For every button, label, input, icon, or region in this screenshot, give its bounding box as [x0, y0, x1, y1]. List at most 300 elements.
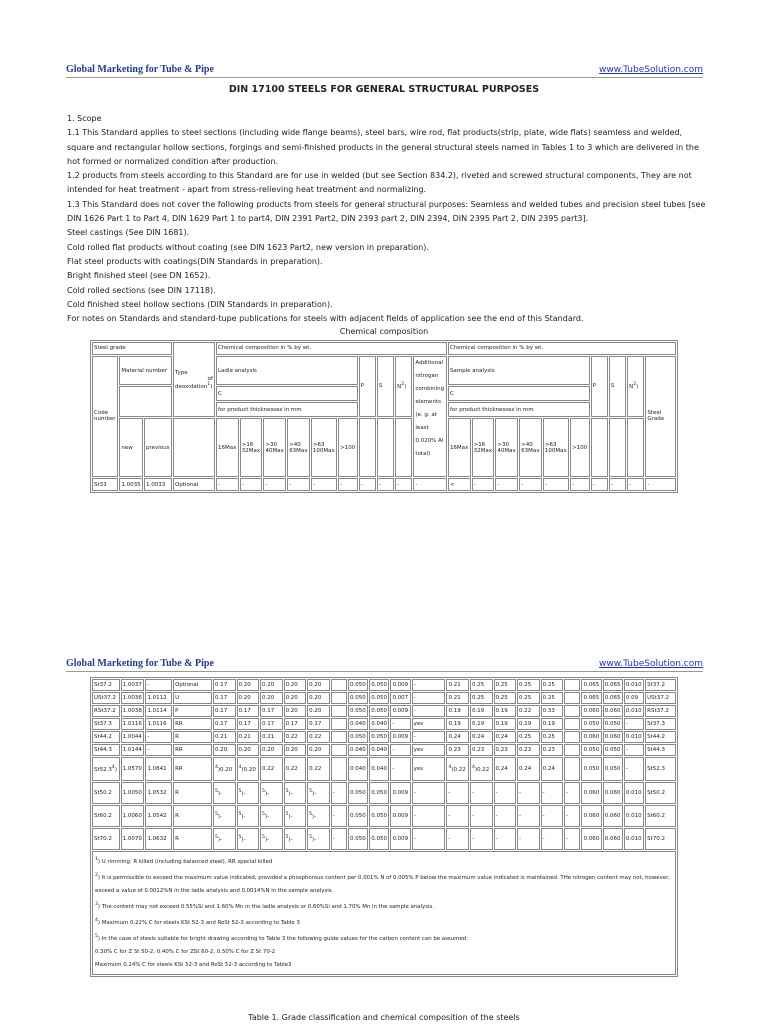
- site-link[interactable]: www.TubeSolution.com: [599, 65, 703, 75]
- row-sample-c: 0.33: [541, 705, 564, 717]
- deoxidation-label-b: of: [207, 375, 213, 382]
- footnote-marker: 5: [309, 835, 313, 841]
- sample-n-spacer: [627, 418, 644, 477]
- row-ladle-c: 0.22: [284, 731, 307, 743]
- row-sample-c: 0.24: [470, 731, 493, 743]
- row-sample-c: -: [495, 478, 518, 491]
- row-sample-c: -: [541, 805, 564, 827]
- row-s: 0.050: [369, 782, 389, 804]
- row-sample-c: 0.19: [494, 705, 517, 717]
- row-ladle-c: [331, 744, 347, 756]
- row-ladle-c: $^4$)0.20: [213, 757, 236, 781]
- row-sample-c: -: [517, 828, 540, 850]
- row-sample-c: <: [448, 478, 471, 491]
- row-ladle-c: 0.17: [213, 679, 236, 691]
- row-sample-c: 0.24: [541, 757, 564, 781]
- table-row: [92, 731, 676, 743]
- row-ladle-c: 0.17: [284, 718, 307, 730]
- row-s: 0.050: [369, 828, 389, 850]
- row-grade: St52.3: [645, 757, 676, 781]
- row-deoxidation: RR: [173, 718, 212, 730]
- row-n: -: [390, 718, 410, 730]
- row-new: 1.0060: [121, 805, 145, 827]
- row-sample-c: -: [541, 828, 564, 850]
- row-previous: 1.0116: [145, 718, 172, 730]
- row-sample-c: 0.23: [517, 744, 540, 756]
- row-new: 1.0044: [121, 731, 145, 743]
- row-sample-c: 0.24: [494, 757, 517, 781]
- row-deoxidation: R: [173, 731, 212, 743]
- row-sample-c: 0.25: [470, 679, 493, 691]
- row-additional: -: [412, 705, 446, 717]
- row-n2: 0.010: [624, 782, 644, 804]
- ladle-thickness-header: for product thicknesses in mm: [216, 402, 358, 417]
- paragraph: Flat steel products with coatings(DIN Standards in preparation).: [67, 256, 323, 266]
- row-previous: -: [145, 744, 172, 756]
- row-sample-c: 0.25: [470, 692, 493, 704]
- footnote-marker: 5: [214, 789, 218, 795]
- row-s: 0.040: [369, 757, 389, 781]
- paragraph: Cold rolled flat products without coating (see DIN 1623 Part2, new version in preparation).: [67, 242, 429, 252]
- row-sample-c: 0.23: [494, 744, 517, 756]
- thickness-col: >40 63Max: [519, 418, 542, 477]
- sample-c-header: C: [448, 386, 590, 401]
- row-ladle-c: $^5$)-: [284, 805, 307, 827]
- row-sample-c: 0.25: [517, 679, 540, 691]
- row-additional: -: [412, 782, 446, 804]
- row-additional: -: [412, 828, 446, 850]
- ladle-s-header: S: [377, 356, 394, 417]
- row-sample-c: 0.19: [470, 718, 493, 730]
- row-grade: St50.2: [645, 782, 676, 804]
- row-n2: -: [624, 718, 644, 730]
- table-row: [92, 705, 676, 717]
- row-ladle-c: [331, 757, 347, 781]
- row-ladle-c: $^5$)-: [213, 782, 236, 804]
- sample-s-header: S: [609, 356, 626, 417]
- material-number-spacer: [119, 386, 172, 417]
- thickness-col: >30 40Max: [495, 418, 518, 477]
- row-previous: 1.0114: [145, 705, 172, 717]
- row-s2: 0.050: [603, 718, 623, 730]
- row-sample-c: 0.23: [541, 744, 564, 756]
- row-sample-c: 0.21: [446, 692, 469, 704]
- row-p2: 0.060: [581, 805, 601, 827]
- footnotes-list: [95, 853, 673, 973]
- footnote: $^4$) Maximum 0.22% C for steels KSt 52-3 and RoSt 52-3 according to Table 3: [95, 918, 300, 926]
- row-additional: yes: [412, 744, 446, 756]
- row-ladle-c: 0.17: [260, 705, 283, 717]
- row-s: 0.040: [369, 744, 389, 756]
- row-code: USt37.2: [92, 692, 120, 704]
- row-sample-c: [564, 692, 580, 704]
- row-ladle-c: $^5$)-: [237, 828, 260, 850]
- row-p: 0.050: [348, 828, 368, 850]
- footnote-marker: 5: [285, 789, 289, 795]
- row-ladle-c: 0.20: [260, 679, 283, 691]
- row-ladle-c: -: [311, 478, 337, 491]
- row-sample-c: $^4$)0.22: [446, 757, 469, 781]
- ladle-p-header: P: [359, 356, 376, 417]
- row-additional: -: [412, 731, 446, 743]
- additional-nitrogen-header: Additional nitrogen combining elements (e. g. at least 0.020% Al total): [413, 356, 447, 478]
- row-previous: 1.0033: [144, 478, 172, 491]
- row-p: -: [359, 478, 376, 491]
- row-s2: 0.060: [603, 805, 623, 827]
- sample-s-spacer: [609, 418, 626, 477]
- row-n: 0.009: [390, 828, 410, 850]
- footnote: $^5$) In the case of steels suitable for bright drawing according to Table 3 the following guide values for the carbon content can be assumed:: [95, 934, 468, 942]
- row-deoxidation: R: [173, 782, 212, 804]
- row-sample-c: 0.19: [446, 705, 469, 717]
- ladle-s-spacer: [377, 418, 394, 477]
- row-ladle-c: 0.20: [284, 705, 307, 717]
- page-header-top: [66, 64, 703, 78]
- footnote-marker: 5: [238, 789, 242, 795]
- row-sample-c: -: [494, 828, 517, 850]
- row-s2: -: [609, 478, 626, 491]
- footnote-marker: 5: [309, 789, 313, 795]
- brand-name: Global Marketing for Tube & Pipe: [66, 64, 214, 75]
- site-link[interactable]: www.TubeSolution.com: [599, 659, 703, 669]
- row-sample-c: 0.24: [494, 731, 517, 743]
- row-ladle-c: 0.17: [260, 718, 283, 730]
- row-ladle-c: [331, 731, 347, 743]
- row-sample-c: -: [494, 805, 517, 827]
- table-footer-caption: Table 1. Grade classification and chemical composition of the steels: [248, 1013, 520, 1022]
- row-new: 1.0144: [121, 744, 145, 756]
- row-code: St60.2: [92, 805, 120, 827]
- row-additional: -: [412, 679, 446, 691]
- row-ladle-c: -: [331, 805, 347, 827]
- row-additional: -: [412, 692, 446, 704]
- row-code: St37.3: [92, 718, 120, 730]
- row-ladle-c: 0.20: [213, 744, 236, 756]
- row-p: 0.040: [348, 718, 368, 730]
- row-ladle-c: 0.20: [284, 692, 307, 704]
- row-p: 0.040: [348, 744, 368, 756]
- row-code: St44.3: [92, 744, 120, 756]
- row-s: 0.050: [369, 692, 389, 704]
- footnote-marker: 4: [111, 765, 115, 771]
- row-p2: 0.050: [581, 718, 601, 730]
- row-ladle-c: -: [331, 828, 347, 850]
- row-ladle-c: 0.20: [307, 705, 330, 717]
- row-p: 0.050: [348, 692, 368, 704]
- row-ladle-c: $^5$)-: [260, 782, 283, 804]
- row-new: 1.0035: [119, 478, 143, 491]
- row-sample-c: -: [541, 782, 564, 804]
- composition-table-header: [90, 340, 678, 493]
- row-ladle-c: 0.17: [307, 718, 330, 730]
- footnote-marker: 4: [214, 765, 218, 771]
- thickness-col: >16 32Max: [472, 418, 495, 477]
- row-deoxidation: U: [173, 692, 212, 704]
- row-p: 0.050: [348, 782, 368, 804]
- row-n: 0.009: [390, 805, 410, 827]
- row-n: 0.009: [390, 782, 410, 804]
- page-header-second: [66, 658, 703, 672]
- row-sample-c: 0.25: [541, 692, 564, 704]
- footnote-marker: 5: [262, 812, 265, 818]
- footnote: $^1$) U rimming. R killed (including balanced steel), RR special killed: [95, 857, 273, 865]
- row-s2: 0.065: [603, 679, 623, 691]
- row-ladle-c: 0.22: [307, 731, 330, 743]
- row-sample-c: -: [470, 828, 493, 850]
- paragraph: For notes on Standards and standard-tupe publications for steels with adjacent fields of application see the end of this Standard.: [67, 314, 584, 324]
- row-ladle-c: $^5$)-: [237, 782, 260, 804]
- row-ladle-c: $^5$)-: [260, 805, 283, 827]
- row-p2: 0.060: [581, 705, 601, 717]
- row-sample-c: 0.25: [494, 679, 517, 691]
- row-s: 0.050: [369, 705, 389, 717]
- row-ladle-c: 0.17: [213, 692, 236, 704]
- table-row: [92, 805, 676, 827]
- row-p: 0.050: [348, 705, 368, 717]
- row-deoxidation: R: [173, 805, 212, 827]
- row-ladle-c: 0.22: [260, 757, 283, 781]
- row-ladle-c: 0.20: [237, 679, 260, 691]
- row-ladle-c: -: [216, 478, 239, 491]
- row-n2: 0.010: [624, 679, 644, 691]
- scope-text: [67, 112, 706, 326]
- row-sample-c: 0.22: [517, 705, 540, 717]
- row-sample-c: 0.19: [541, 718, 564, 730]
- paragraph: Cold rolled sections (see DIN 17118).: [67, 285, 216, 295]
- row-sample-c: $^4$)0.22: [470, 757, 493, 781]
- row-p: 0.050: [348, 731, 368, 743]
- row-ladle-c: $^5$)-: [307, 782, 330, 804]
- row-ladle-c: 0.20: [260, 692, 283, 704]
- row-sample-c: [564, 731, 580, 743]
- row-n: 0.009: [390, 679, 410, 691]
- row-sample-c: -: [517, 782, 540, 804]
- row-sample-c: -: [543, 478, 569, 491]
- footnote-marker: 4: [448, 765, 452, 771]
- row-ladle-c: 0.17: [237, 718, 260, 730]
- material-previous-header: previous: [144, 418, 172, 477]
- row-sample-c: 0.19: [446, 718, 469, 730]
- row-s: 0.050: [369, 805, 389, 827]
- row-sample-c: -: [564, 805, 580, 827]
- composition-table-continued: [90, 677, 678, 977]
- row-sample-c: -: [517, 805, 540, 827]
- row-ladle-c: $^5$)-: [307, 828, 330, 850]
- row-ladle-c: 0.20: [284, 744, 307, 756]
- row-code: St33: [92, 478, 118, 491]
- table-row: [92, 757, 676, 781]
- row-previous: 1.0841: [145, 757, 172, 781]
- row-s: 0.050: [369, 679, 389, 691]
- row-sample-c: -: [494, 782, 517, 804]
- row-n2: 0.010: [624, 705, 644, 717]
- paragraph: Bright finished steel (see DN 1652).: [67, 271, 211, 281]
- ladle-n-spacer: [395, 418, 412, 477]
- deoxidation-label-c: deoxidation$^1$): [174, 381, 213, 390]
- row-sample-c: 0.23: [470, 744, 493, 756]
- row-ladle-c: 0.17: [213, 718, 236, 730]
- footnote-marker: 5: [262, 835, 265, 841]
- footnotes: [92, 851, 676, 975]
- row-ladle-c: $^4$)0.20: [237, 757, 260, 781]
- material-number-header: Material number: [119, 356, 172, 386]
- row-ladle-c: [331, 718, 347, 730]
- table-caption: Chemical composition: [339, 327, 429, 336]
- footnote: $^3$) The content may not exceed 0.55%Si and 1.60% Mn in the ladle analysis or 0.60%Si and 1.70% Mn in the sample analysis.: [95, 902, 435, 910]
- row-s2: 0.060: [603, 828, 623, 850]
- row-grade: St37.2: [645, 679, 676, 691]
- row-ladle-c: -: [287, 478, 310, 491]
- row-s2: 0.060: [603, 705, 623, 717]
- row-code: St52.3$^4$): [92, 757, 120, 781]
- row-previous: -: [145, 731, 172, 743]
- row-previous: -: [145, 679, 172, 691]
- sample-n-header: $N^2$): [627, 356, 644, 417]
- row-grade: -: [645, 478, 676, 491]
- table-row: [92, 744, 676, 756]
- row-ladle-c: $^5$)-: [213, 805, 236, 827]
- thickness-col: >100: [338, 418, 357, 477]
- row-n2: -: [624, 744, 644, 756]
- row-ladle-c: -: [331, 782, 347, 804]
- table-row: [92, 718, 676, 730]
- row-new: 1.0038: [121, 705, 145, 717]
- row-n2: -: [624, 757, 644, 781]
- row-ladle-c: [331, 679, 347, 691]
- row-sample-c: 0.23: [446, 744, 469, 756]
- row-p2: 0.050: [581, 757, 601, 781]
- ladle-analysis-header: Ladle analysis: [216, 356, 358, 386]
- row-n: -: [395, 478, 412, 491]
- footnote-marker: 5: [238, 812, 242, 818]
- row-ladle-c: 0.17: [237, 705, 260, 717]
- row-sample-c: -: [470, 782, 493, 804]
- row-grade: St60.2: [645, 805, 676, 827]
- sample-thickness-header: for product thicknesses in mm: [448, 402, 590, 417]
- chemical-composition-sample-header: Chemical composition in % by wt.: [448, 342, 676, 355]
- ladle-c-header: C: [216, 386, 358, 401]
- row-p2: 0.060: [581, 828, 601, 850]
- row-new: 1.0036: [121, 692, 145, 704]
- table-row: [92, 679, 676, 691]
- row-additional: -: [412, 805, 446, 827]
- row-s2: 0.060: [603, 782, 623, 804]
- row-code: St70.2: [92, 828, 120, 850]
- row-n2: 0.010: [624, 828, 644, 850]
- thickness-col: 16Max: [448, 418, 471, 477]
- row-sample-c: -: [446, 828, 469, 850]
- paragraph: 1.1 This Standard applies to steel sections (including wide flange beams), steel bars, wire rod, flat products(strip, plate, wide flats) seamless and welded, square and rectangular hollow sections, forgings and semi-finished products in the general structural steels named in Tables 1 to 3 which are delivered in the hot formed or normalized condition after production.: [67, 128, 699, 166]
- footnote-marker: 5: [214, 812, 218, 818]
- row-n2: 0.010: [624, 731, 644, 743]
- row-ladle-c: -: [240, 478, 263, 491]
- paragraph: 1.2 products from steels according to this Standard are for use in welded (but see Section 834.2), riveted and screwed structural components, They are not intended for heat treatment - apart from stress-relieving heat treatment and normalizing.: [67, 171, 692, 195]
- thickness-col: >30 40Max: [263, 418, 286, 477]
- footnote: $^2$) It is permissible to exceed the maximum value indicated, provided a phosphorous content per 0.001% N of 0.005% P below the maximum value indicated is maintained. THe nitrogen content may not, however, exceed a value of 0.0012%N in the ladle analysis and 0.0014%N in the sample analysis.: [95, 873, 671, 894]
- row-sample-c: 0.25: [517, 692, 540, 704]
- row-ladle-c: 0.20: [307, 744, 330, 756]
- row-n: -: [390, 744, 410, 756]
- row-ladle-c: -: [263, 478, 286, 491]
- row-sample-c: 0.19: [494, 718, 517, 730]
- deoxidation-spacer: [173, 418, 215, 477]
- footnote-marker: 5: [285, 835, 289, 841]
- row-ladle-c: [331, 692, 347, 704]
- table-row: [92, 782, 676, 804]
- row-ladle-c: $^5$)-: [307, 805, 330, 827]
- sample-p-header: P: [591, 356, 608, 417]
- chemical-composition-ladle-header: Chemical composition in % by wt.: [216, 342, 447, 355]
- footnote-marker: 5: [262, 789, 265, 795]
- row-new: 1.0070: [121, 828, 145, 850]
- row-sample-c: [564, 744, 580, 756]
- row-ladle-c: 0.22: [284, 757, 307, 781]
- row-sample-c: 0.24: [446, 731, 469, 743]
- row-sample-c: -: [446, 782, 469, 804]
- row-grade: RSt37.2: [645, 705, 676, 717]
- row-code: St44.2: [92, 731, 120, 743]
- brand-name: Global Marketing for Tube & Pipe: [66, 658, 214, 669]
- sample-analysis-header: Sample analysis: [448, 356, 590, 386]
- row-additional: yes: [412, 757, 446, 781]
- footnote-marker: 5: [214, 835, 218, 841]
- row-sample-c: [564, 679, 580, 691]
- row-additional: -: [413, 478, 447, 491]
- row-previous: 1.0532: [145, 782, 172, 804]
- row-sample-c: [564, 757, 580, 781]
- row-code: St50.2: [92, 782, 120, 804]
- row-ladle-c: 0.20: [237, 744, 260, 756]
- row-deoxidation: Optional: [173, 478, 215, 491]
- row-ladle-c: 0.20: [307, 692, 330, 704]
- row-p2: 0.060: [581, 731, 601, 743]
- row-n: 0.009: [390, 731, 410, 743]
- row-ladle-c: 0.17: [213, 705, 236, 717]
- row-p2: 0.050: [581, 744, 601, 756]
- row-deoxidation: R: [173, 828, 212, 850]
- code-number-header: Code number: [92, 356, 118, 478]
- row-sample-c: 0.25: [494, 692, 517, 704]
- row-ladle-c: -: [338, 478, 357, 491]
- row-p2: 0.065: [581, 679, 601, 691]
- row-p: 0.050: [348, 805, 368, 827]
- row-ladle-c: [331, 705, 347, 717]
- row-new: 1.0570: [121, 757, 145, 781]
- row-p: 0.050: [348, 679, 368, 691]
- row-ladle-c: 0.22: [307, 757, 330, 781]
- row-sample-c: -: [472, 478, 495, 491]
- row-deoxidation: RR: [173, 744, 212, 756]
- row-n: -: [390, 757, 410, 781]
- row-grade: St70.2: [645, 828, 676, 850]
- sample-p-spacer: [591, 418, 608, 477]
- paragraph: 1. Scope: [67, 114, 102, 123]
- row-sample-c: -: [564, 782, 580, 804]
- row-previous: 1.0112: [145, 692, 172, 704]
- row-additional: yes: [412, 718, 446, 730]
- thickness-col: >100: [570, 418, 589, 477]
- row-sample-c: 0.25: [541, 679, 564, 691]
- row-sample-c: -: [564, 828, 580, 850]
- table-row: [92, 692, 676, 704]
- footnote: 0.30% C for Z St 50-2, 0.40% C for ZSt 60-2, 0.50% C for Z St 70-2: [95, 949, 276, 956]
- row-code: RSt37.2: [92, 705, 120, 717]
- thickness-col: 16Max: [216, 418, 239, 477]
- row-n2: 0.09: [624, 692, 644, 704]
- footnote-marker: 5: [238, 835, 242, 841]
- row-deoxidation: P: [173, 705, 212, 717]
- row-s2: 0.050: [603, 757, 623, 781]
